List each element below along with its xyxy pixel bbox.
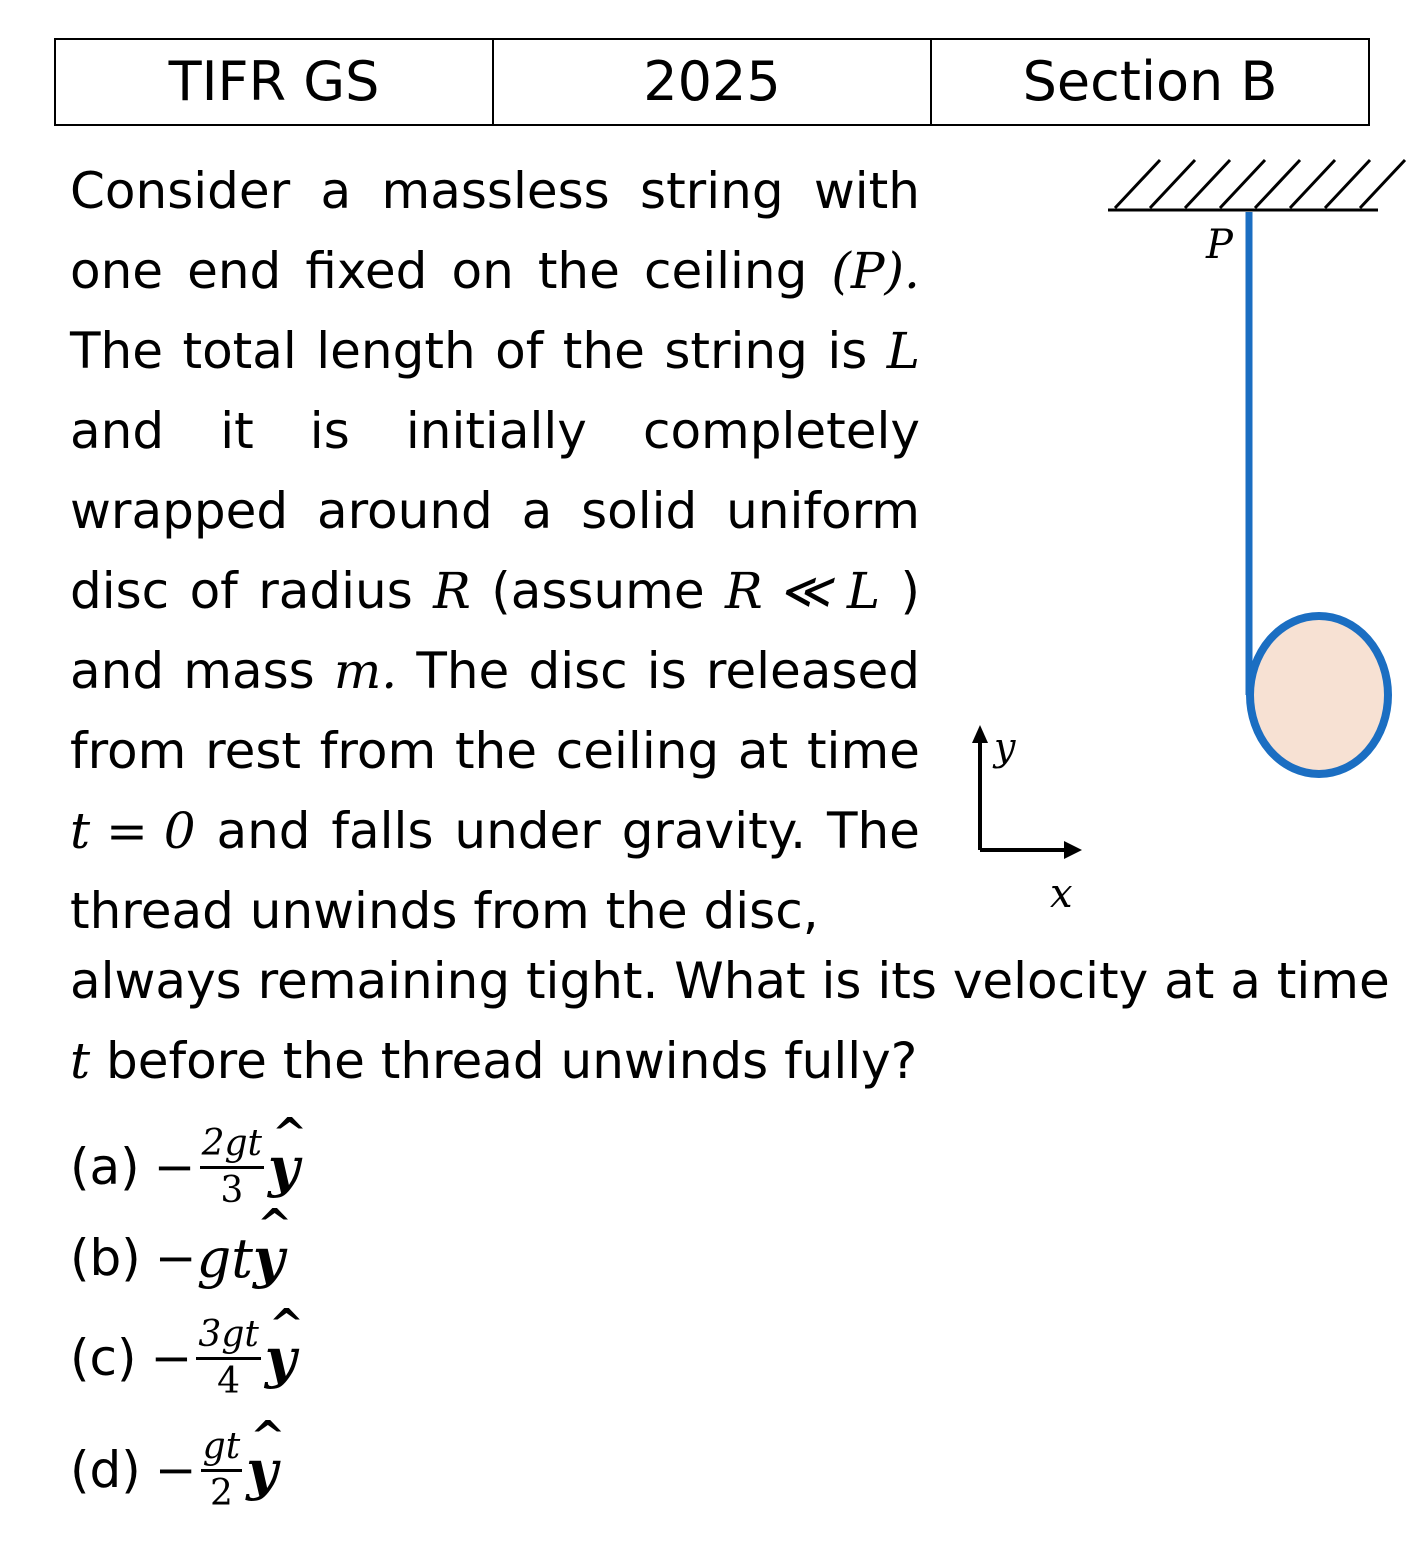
question-word: the bbox=[454, 722, 537, 780]
question-word: ) bbox=[900, 562, 920, 620]
question-line-12-text: before the thread unwinds fully? bbox=[90, 1032, 918, 1090]
option-d-sign: − bbox=[154, 1441, 197, 1499]
point-p-label: P bbox=[1206, 222, 1233, 268]
option-d-numerator: gt bbox=[201, 1427, 243, 1472]
question-word: one bbox=[70, 242, 164, 300]
question-word: rest bbox=[205, 722, 302, 780]
question-word: under bbox=[454, 802, 601, 860]
question-word: released bbox=[705, 642, 920, 700]
question-word: string bbox=[640, 162, 784, 220]
question-word: falls bbox=[331, 802, 434, 860]
question-word: disc bbox=[70, 562, 170, 620]
option-c-sign: − bbox=[150, 1329, 193, 1387]
option-c-numerator: 3gt bbox=[196, 1315, 260, 1360]
question-word: the bbox=[537, 242, 620, 300]
question-word: length bbox=[316, 322, 476, 380]
option-a-unit-vector: ^ y bbox=[268, 1135, 299, 1199]
ceiling-hatch bbox=[1108, 160, 1405, 210]
question-word: mass bbox=[183, 642, 315, 700]
option-c-label: (c) bbox=[70, 1329, 137, 1387]
option-a-numerator: 2gt bbox=[200, 1124, 264, 1169]
question-word: The bbox=[70, 322, 163, 380]
question-word: R ≪ L bbox=[725, 562, 881, 620]
option-b-unit-vector: ^ y bbox=[253, 1226, 284, 1290]
question-word: R bbox=[433, 562, 471, 620]
question-word: and bbox=[70, 642, 165, 700]
option-b-expression: gt bbox=[196, 1226, 253, 1290]
question-word: ceiling bbox=[643, 242, 808, 300]
option-d-label: (d) bbox=[70, 1441, 141, 1499]
question-word: a bbox=[320, 162, 352, 220]
question-word: with bbox=[813, 162, 920, 220]
option-a-label: (a) bbox=[70, 1138, 140, 1196]
time-variable: t bbox=[70, 1032, 91, 1090]
question-word: (P). bbox=[831, 242, 920, 300]
header-section: Section B bbox=[930, 40, 1368, 124]
question-word: (assume bbox=[491, 562, 705, 620]
question-word: The bbox=[416, 642, 510, 700]
option-b-label: (b) bbox=[70, 1229, 141, 1287]
disc bbox=[1250, 616, 1388, 774]
option-b-sign: − bbox=[154, 1229, 197, 1287]
option-c-unit-vector: ^ y bbox=[265, 1326, 296, 1390]
question-word: ceiling bbox=[555, 722, 720, 780]
question-word: of bbox=[495, 322, 544, 380]
question-word: fixed bbox=[305, 242, 428, 300]
question-word: wrapped bbox=[70, 482, 289, 540]
question-line-11: always remaining tight. What is its velocity at a time bbox=[70, 952, 1390, 1010]
question-word: solid bbox=[581, 482, 698, 540]
axes-icon bbox=[972, 725, 1082, 859]
question-word: t = 0 bbox=[70, 802, 196, 860]
question-word: and bbox=[70, 402, 165, 460]
question-word: L bbox=[886, 322, 920, 380]
option-d-unit-vector: ^ y bbox=[246, 1438, 277, 1502]
question-word: disc bbox=[528, 642, 628, 700]
axis-y-label: y bbox=[994, 725, 1016, 769]
question-word: it bbox=[220, 402, 254, 460]
question-word: around bbox=[316, 482, 493, 540]
question-word: a bbox=[521, 482, 553, 540]
question-word: massless bbox=[381, 162, 610, 220]
question-word: total bbox=[182, 322, 297, 380]
question-word: end bbox=[187, 242, 282, 300]
option-a-sign: − bbox=[153, 1138, 196, 1196]
axis-x-label: x bbox=[1050, 871, 1073, 917]
question-word: The bbox=[826, 802, 920, 860]
question-word: at bbox=[737, 722, 789, 780]
question-word: the bbox=[562, 322, 645, 380]
question-word: is bbox=[309, 402, 350, 460]
question-line-10: thread unwinds from the disc, bbox=[70, 882, 819, 940]
option-a-denominator: 3 bbox=[220, 1169, 244, 1211]
question-word: from bbox=[70, 722, 187, 780]
question-word: gravity. bbox=[621, 802, 807, 860]
question-word: of bbox=[189, 562, 238, 620]
question-word: completely bbox=[642, 402, 920, 460]
question-word: uniform bbox=[726, 482, 920, 540]
question-word: is bbox=[646, 642, 687, 700]
question-word: Consider bbox=[70, 162, 291, 220]
header-exam: TIFR GS bbox=[168, 50, 380, 113]
question-word: string bbox=[664, 322, 808, 380]
question-word: from bbox=[319, 722, 437, 780]
question-word: on bbox=[451, 242, 514, 300]
question-word: m. bbox=[333, 642, 398, 700]
question-word: initially bbox=[405, 402, 587, 460]
option-c-denominator: 4 bbox=[217, 1360, 241, 1402]
option-d-denominator: 2 bbox=[209, 1472, 233, 1514]
question-word: is bbox=[827, 322, 868, 380]
header-year: 2025 bbox=[492, 40, 930, 124]
question-word: radius bbox=[258, 562, 413, 620]
question-word: time bbox=[806, 722, 920, 780]
question-word: and bbox=[216, 802, 311, 860]
